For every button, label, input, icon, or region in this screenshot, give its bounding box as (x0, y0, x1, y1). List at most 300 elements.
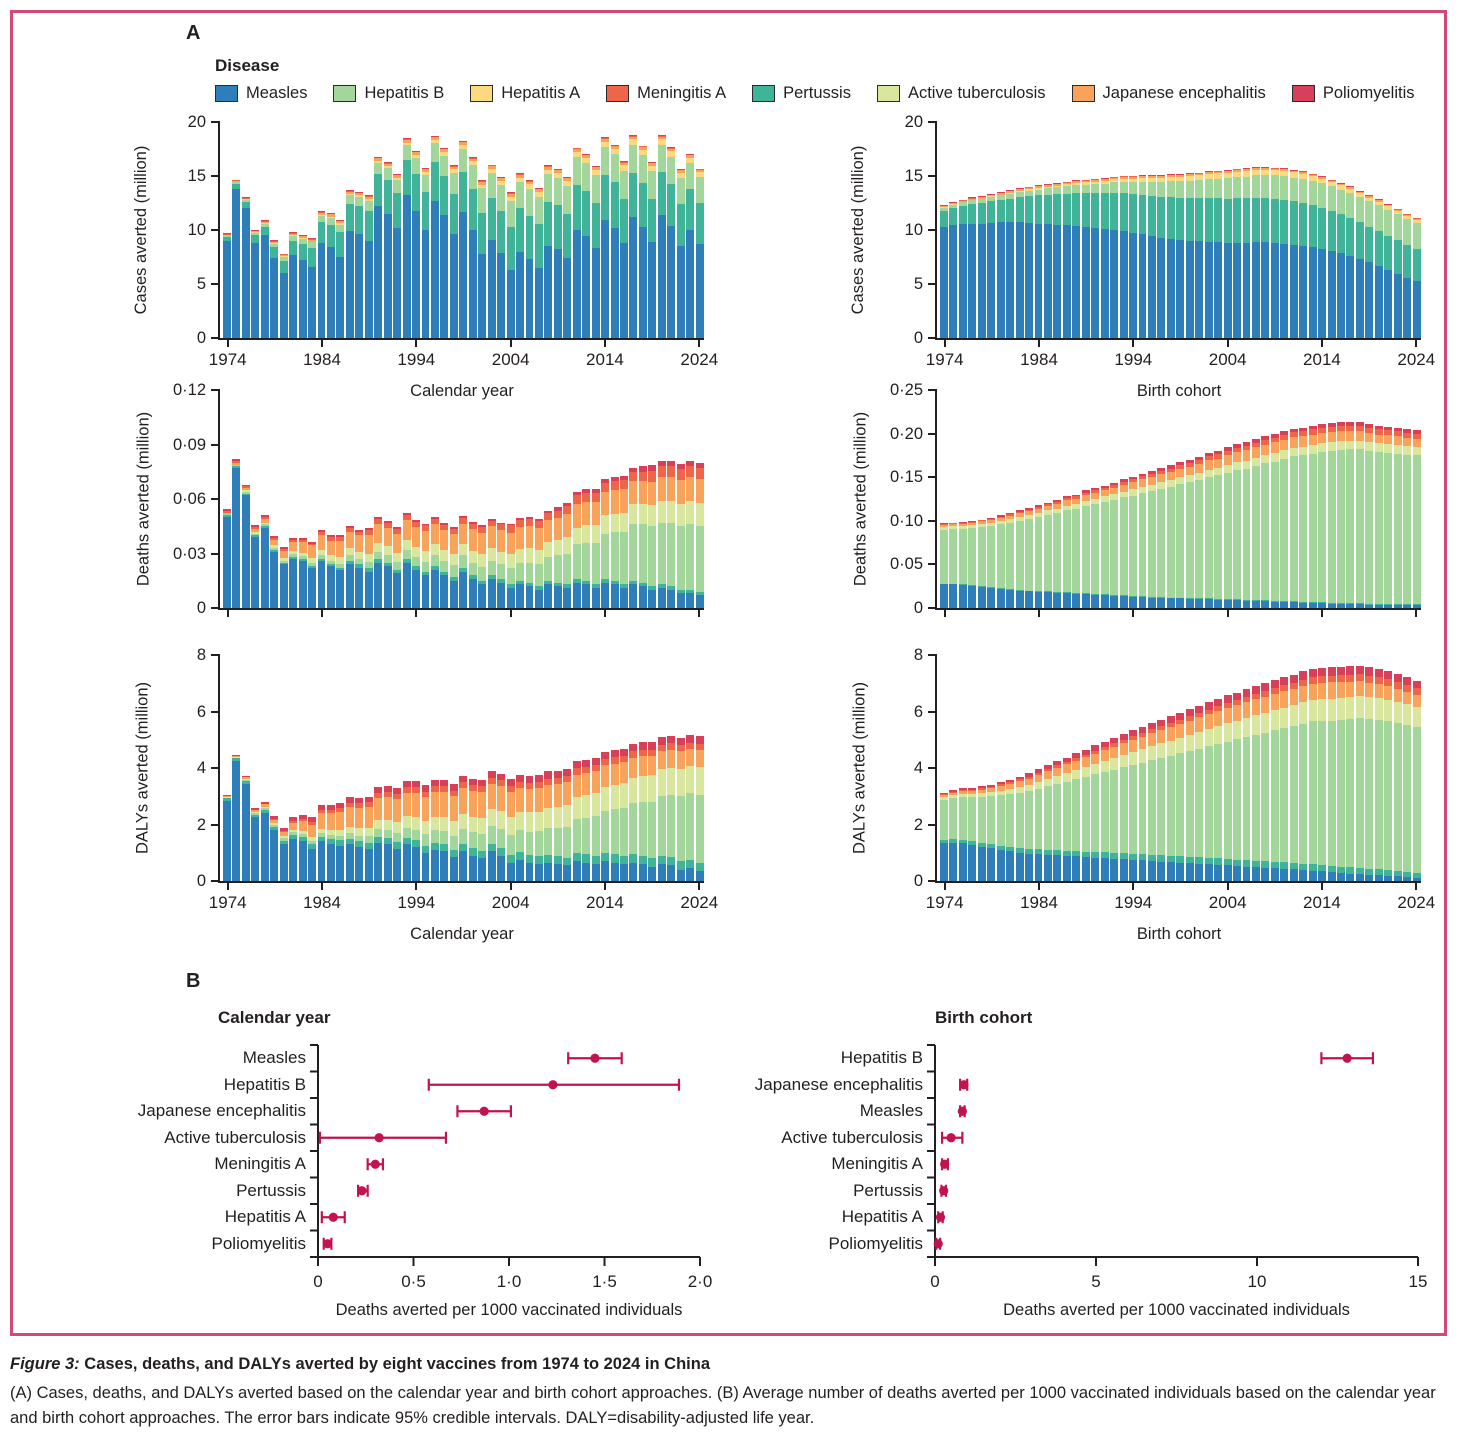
japanese_encephalitis-segment (1384, 686, 1392, 700)
hepatitis_b-segment (1271, 462, 1279, 602)
y-tick-label: 5 (196, 275, 206, 293)
hepatitis_b-segment (1243, 469, 1251, 601)
pertussis-segment (431, 162, 439, 201)
measles-segment (978, 847, 986, 881)
bar-year-2004 (507, 524, 515, 608)
japanese_encephalitis-segment (1214, 459, 1222, 469)
bar-year-2023 (1403, 214, 1411, 338)
japanese_encephalitis-segment (1290, 689, 1298, 705)
measles-segment (1271, 243, 1279, 338)
hepatitis_b-segment (563, 554, 571, 585)
measles-segment (677, 870, 685, 881)
active_tuberculosis-segment (544, 808, 552, 828)
hepatitis_b-segment (535, 564, 543, 586)
bar-year-1985 (327, 535, 335, 608)
measles-segment (355, 234, 363, 338)
japanese_encephalitis-segment (403, 793, 411, 817)
japanese_encephalitis-segment (1309, 435, 1317, 445)
measles-segment (1346, 256, 1354, 338)
measles-segment (1205, 864, 1213, 881)
pertussis-segment (1233, 198, 1241, 243)
measles-segment (949, 225, 957, 338)
y-tick-mark (928, 711, 937, 713)
y-tick-mark (928, 824, 937, 826)
bar-year-1989 (1082, 750, 1090, 881)
measles-segment (563, 258, 571, 338)
meningitis_a-segment (667, 466, 675, 477)
measles-segment (1375, 266, 1383, 338)
hepatitis_b-segment (1167, 756, 1175, 856)
bar-year-2020 (1375, 199, 1383, 338)
japanese_encephalitis-segment (1148, 733, 1156, 746)
pertussis-segment (459, 844, 467, 851)
measles-segment (1053, 593, 1061, 608)
measles-segment (940, 843, 948, 881)
active_tuberculosis-segment (1205, 729, 1213, 746)
pertussis-segment (403, 160, 411, 196)
hepatitis_b-segment (374, 163, 382, 174)
pertussis-segment (1101, 193, 1109, 229)
bar-year-1989 (1082, 490, 1090, 608)
active_tuberculosis-segment (488, 809, 496, 826)
pertussis-segment (611, 854, 619, 862)
pertussis-segment (601, 175, 609, 220)
active_tuberculosis-segment (1167, 741, 1175, 756)
measles-segment (1375, 875, 1383, 881)
measles-segment (978, 224, 986, 338)
japanese_encephalitis-segment (1365, 683, 1373, 698)
measles-segment (667, 865, 675, 881)
bar-year-2001 (1195, 457, 1203, 608)
measles-segment (1186, 241, 1194, 338)
bar-year-2024 (1413, 430, 1421, 608)
active_tuberculosis-segment (478, 554, 486, 567)
hepatitis_b-segment (1375, 720, 1383, 870)
japanese_encephalitis-segment (1195, 464, 1203, 473)
bar-year-2011 (1290, 170, 1298, 338)
bar-year-1993 (403, 138, 411, 338)
active_tuberculosis-segment (1110, 758, 1118, 770)
active_tuberculosis-segment (1205, 470, 1213, 477)
japanese_encephalitis-segment (1101, 750, 1109, 761)
legend-label-japanese_encephalitis: Japanese encephalitis (1102, 84, 1266, 102)
measles-segment (280, 564, 288, 608)
bar-year-1978 (261, 220, 269, 338)
bar-year-1993 (1120, 734, 1128, 881)
japanese_encephalitis-segment (1091, 754, 1099, 764)
point-estimate-dot (480, 1107, 489, 1116)
bar-year-1982 (1016, 510, 1024, 608)
measles-segment (355, 568, 363, 608)
bar-year-2021 (667, 461, 675, 608)
bar-year-2006 (1243, 168, 1251, 338)
x-tick-label: 2004 (491, 893, 530, 912)
bar-year-2001 (1195, 706, 1203, 881)
hepatitis_b-segment (601, 147, 609, 175)
japanese_encephalitis-segment (488, 526, 496, 548)
x-tick-label: 0·5 (401, 1272, 426, 1291)
bar-year-2005 (516, 775, 524, 881)
bar-year-1992 (393, 174, 401, 338)
pertussis-segment (478, 851, 486, 858)
bar-year-1974 (940, 523, 948, 608)
hepatitis_b-segment (1101, 772, 1109, 853)
legend-label-pertussis: Pertussis (783, 84, 851, 102)
measles-segment (1120, 231, 1128, 338)
bar-year-1987 (346, 526, 354, 608)
pertussis-segment (1091, 193, 1099, 228)
measles-segment (526, 586, 534, 608)
hepatitis_b-segment (516, 563, 524, 581)
japanese_encephalitis-segment (1413, 439, 1421, 447)
y-tick-label: 0·12 (172, 381, 206, 399)
point-estimate-dot (548, 1080, 557, 1089)
japanese_encephalitis-segment (1346, 431, 1354, 441)
hepatitis_b-segment (1053, 513, 1061, 592)
active_tuberculosis-segment (686, 501, 694, 525)
bar-year-2022 (1394, 428, 1402, 608)
caption-body: (A) Cases, deaths, and DALYs averted based on the calendar year and birth cohort approaches. (B) Average number of deaths averted per 1000 vaccinated individuals based on the calendar year and birth cohort approaches. The error bars indicate 95% credible intervals. DALY=disability-adjusted life year. (10, 1383, 1436, 1427)
active_tuberculosis-segment (601, 515, 609, 533)
measles-segment (270, 830, 278, 881)
japanese_encephalitis-segment (1271, 442, 1279, 452)
japanese_encephalitis-segment (478, 792, 486, 817)
bar-year-2007 (535, 188, 543, 338)
japanese_encephalitis-segment (1384, 435, 1392, 444)
measles-segment (1243, 601, 1251, 608)
japanese_encephalitis-segment (384, 528, 392, 546)
japanese_encephalitis-segment (611, 490, 619, 514)
pertussis-segment (582, 854, 590, 862)
bar-year-2014 (601, 752, 609, 881)
meningitis_a-swatch (606, 85, 629, 102)
measles-segment (1252, 601, 1260, 608)
bar-year-2019 (1365, 195, 1373, 338)
japanese_encephalitis-segment (1167, 472, 1175, 480)
hepatitis_b-segment (488, 173, 496, 198)
x-tick-label: 2024 (1397, 893, 1436, 912)
pertussis-segment (573, 853, 581, 861)
bar-year-1976 (959, 788, 967, 881)
bar-year-1981 (289, 232, 297, 338)
hepatitis_b-segment (658, 145, 666, 172)
japanese_encephalitis-segment (1299, 436, 1307, 446)
bar-year-1992 (393, 527, 401, 608)
measles-segment (327, 247, 335, 338)
bar-year-2004 (1224, 695, 1232, 881)
bar-year-1982 (299, 235, 307, 338)
measles-segment (318, 561, 326, 608)
measles-segment (1261, 242, 1269, 338)
x-tick-label: 2004 (491, 350, 530, 369)
poliomyelitis-segment (526, 776, 534, 783)
japanese_encephalitis-segment (431, 524, 439, 544)
y-tick-label: 8 (913, 646, 923, 664)
measles-segment (1214, 600, 1222, 608)
active_tuberculosis-segment (412, 817, 420, 829)
active_tuberculosis-segment (1214, 468, 1222, 475)
y-tick-label: 4 (913, 759, 923, 777)
poliomyelitis-segment (1328, 667, 1336, 675)
japanese_encephalitis-segment (592, 771, 600, 793)
pertussis-segment (1063, 194, 1071, 225)
measles-segment (1280, 869, 1288, 881)
active_tuberculosis-segment (1063, 773, 1071, 782)
japanese_encephalitis-segment (1365, 433, 1373, 443)
poliomyelitis-segment (497, 774, 505, 781)
pertussis-segment (422, 192, 430, 230)
measles-segment (374, 843, 382, 881)
bar-year-2001 (478, 180, 486, 338)
hepatitis_b-segment (1082, 506, 1090, 593)
japanese_encephalitis-segment (289, 542, 297, 551)
measles-segment (308, 568, 316, 608)
bar-year-2013 (592, 489, 600, 608)
pertussis-segment (544, 202, 552, 246)
japanese_encephalitis-segment (1375, 684, 1383, 698)
hepatitis_b-segment (1224, 742, 1232, 859)
x-tick-label: 1984 (303, 893, 341, 912)
active_tuberculosis-segment (1176, 738, 1184, 754)
active_tuberculosis-segment (611, 514, 619, 532)
hepatitis_b-segment (422, 834, 430, 846)
bar-year-1989 (365, 528, 373, 608)
japanese_encephalitis-segment (1413, 695, 1421, 707)
active_tuberculosis-segment (620, 513, 628, 532)
japanese_encephalitis-segment (469, 791, 477, 816)
meningitis_a-segment (582, 493, 590, 502)
japanese_encephalitis-segment (1148, 477, 1156, 485)
japanese_encephalitis-segment (412, 793, 420, 817)
bar-year-2003 (1214, 699, 1222, 881)
bar-year-2019 (1365, 667, 1373, 881)
hepatitis_b-segment (1025, 519, 1033, 591)
bar-year-2007 (1252, 439, 1260, 608)
measles-segment (1063, 593, 1071, 608)
measles-segment (232, 189, 240, 338)
hepatitis_b-segment (336, 225, 344, 233)
active_tuberculosis-segment (1365, 697, 1373, 719)
poliomyelitis-segment (629, 744, 637, 752)
x-tick-mark (1227, 881, 1229, 890)
active_tuberculosis-segment (507, 554, 515, 568)
measles-segment (242, 784, 250, 881)
active_tuberculosis-segment (393, 822, 401, 833)
y-tick-mark (211, 389, 220, 391)
hepatitis_b-segment (1413, 223, 1421, 249)
measles-segment (544, 246, 552, 338)
measles-segment (308, 267, 316, 338)
measles-segment (1328, 872, 1336, 881)
bar-year-1992 (1110, 738, 1118, 881)
measles-segment (940, 227, 948, 338)
active_tuberculosis-segment (1271, 710, 1279, 730)
hepatitis_b-segment (478, 188, 486, 212)
poliomyelitis-segment (1261, 683, 1269, 691)
pertussis-segment (1299, 203, 1307, 246)
x-tick-mark (1132, 338, 1134, 347)
hepatitis_b-segment (582, 818, 590, 855)
japanese_encephalitis-segment (563, 782, 571, 805)
bar-year-2013 (1309, 174, 1317, 338)
measles-segment (667, 226, 675, 338)
bar-year-2010 (1280, 431, 1288, 608)
hepatitis_b-segment (1205, 179, 1213, 198)
active_tuberculosis-segment (1290, 448, 1298, 457)
poliomyelitis-segment (1290, 675, 1298, 683)
hepatitis_b-segment (450, 173, 458, 195)
measles-segment (242, 495, 250, 608)
japanese_encephalitis-segment (1346, 682, 1354, 698)
measles-segment (1091, 228, 1099, 338)
poliomyelitis-segment (1413, 681, 1421, 689)
bar-year-2017 (629, 468, 637, 608)
meningitis_a-segment (535, 521, 543, 528)
x-tick-label: 1974 (925, 350, 964, 369)
hepatitis_b-segment (1337, 720, 1345, 867)
measles-segment (959, 843, 967, 881)
japanese_encephalitis-segment (299, 821, 307, 831)
measles-segment (1063, 856, 1071, 881)
measles-segment (648, 590, 656, 608)
pertussis-segment (696, 203, 704, 244)
active_tuberculosis-segment (1243, 461, 1251, 469)
point-estimate-dot (936, 1213, 945, 1222)
meningitis_a-segment (696, 468, 704, 479)
measles-segment (1044, 224, 1052, 338)
hepatitis_b-segment (384, 830, 392, 838)
bar-year-1987 (1063, 758, 1071, 881)
y-axis-label-dalys_calendar: DALYs averted (million) (133, 681, 152, 855)
pertussis-segment (987, 201, 995, 223)
bar-year-1979 (987, 194, 995, 338)
poliomyelitis-segment (1337, 667, 1345, 675)
pertussis-segment (346, 204, 354, 231)
x-tick-mark (698, 338, 700, 347)
legend-item-active_tuberculosis (877, 84, 1046, 103)
pertussis-segment (535, 856, 543, 864)
measles-segment (346, 231, 354, 338)
poliomyelitis-segment (1233, 693, 1241, 701)
measles-segment (488, 240, 496, 338)
point-estimate-dot (947, 1133, 956, 1142)
japanese_encephalitis-segment (440, 792, 448, 817)
japanese_encephalitis-segment (592, 502, 600, 526)
meningitis_a-segment (629, 472, 637, 481)
active_tuberculosis-segment (1044, 779, 1052, 787)
bar-year-1988 (1072, 753, 1080, 881)
measles-segment (1394, 605, 1402, 608)
measles-segment (1195, 864, 1203, 881)
hepatitis_b-segment (1139, 182, 1147, 195)
measles-segment (1035, 854, 1043, 881)
poliomyelitis-segment (1384, 671, 1392, 679)
hepatitis_b-segment (497, 185, 505, 210)
pertussis-segment (658, 856, 666, 864)
pertussis-segment (1403, 245, 1411, 277)
bar-year-2000 (1186, 460, 1194, 608)
x-tick-mark (944, 881, 946, 890)
bar-year-1974 (223, 795, 231, 881)
measles-segment (355, 847, 363, 881)
active_tuberculosis-segment (554, 540, 562, 555)
y-tick-label: 2 (196, 815, 206, 834)
measles-segment (1365, 605, 1373, 608)
measles-segment (1384, 270, 1392, 338)
japanese_encephalitis-segment (686, 477, 694, 501)
x-tick-mark (227, 881, 229, 890)
legend-item-measles (215, 84, 307, 103)
bar-year-1991 (384, 521, 392, 608)
bar-year-1975 (232, 180, 240, 338)
active_tuberculosis-segment (1261, 713, 1269, 733)
y-tick-mark (928, 880, 937, 882)
bar-year-1978 (261, 802, 269, 881)
active_tuberculosis-segment (450, 554, 458, 565)
active_tuberculosis-segment (1101, 761, 1109, 772)
x-tick-label: 1984 (1020, 893, 1058, 912)
bar-year-2010 (1280, 168, 1288, 338)
x-tick-label: 1984 (303, 350, 341, 369)
pertussis-segment (1139, 195, 1147, 234)
poliomyelitis-segment (1167, 716, 1175, 723)
japanese_encephalitis-segment (1394, 436, 1402, 445)
plot-title-deaths_per_1000_calendar: Calendar year (218, 1008, 331, 1027)
pertussis-segment (488, 198, 496, 240)
bar-year-1976 (242, 485, 250, 609)
hepatitis_a-swatch (470, 85, 493, 102)
pertussis-segment (450, 850, 458, 857)
measles-segment (1139, 597, 1147, 608)
hepatitis_b-segment (573, 544, 581, 579)
active_tuberculosis-segment (582, 795, 590, 818)
hepatitis_b-segment (611, 154, 619, 182)
measles-segment (987, 848, 995, 881)
hepatitis_b-segment (1110, 182, 1118, 193)
bar-year-1976 (959, 522, 967, 608)
y-tick-label: 4 (196, 759, 206, 777)
active_tuberculosis-segment (573, 528, 581, 544)
active_tuberculosis-segment (1129, 752, 1137, 765)
hepatitis_b-segment (554, 555, 562, 582)
hepatitis_b-segment (1346, 719, 1354, 867)
measles-segment (554, 249, 562, 338)
bar-year-2008 (544, 771, 552, 881)
measles-segment (327, 844, 335, 881)
category-labels-deaths_per_1000_calendar (26, 1045, 306, 1257)
hepatitis_b-segment (1110, 500, 1118, 595)
pertussis-segment (1318, 208, 1326, 249)
bar-year-2018 (1356, 422, 1364, 608)
active_tuberculosis-segment (667, 501, 675, 523)
japanese_encephalitis-segment (1129, 482, 1137, 489)
measles-segment (1309, 247, 1317, 338)
bar-year-1985 (327, 805, 335, 881)
japanese_encephalitis-segment (526, 526, 534, 548)
active_tuberculosis-segment (563, 537, 571, 553)
pertussis-segment (393, 193, 401, 228)
bar-year-1983 (1025, 773, 1033, 881)
pertussis-segment (507, 227, 515, 270)
bar-year-1990 (374, 517, 382, 608)
measles-segment (949, 584, 957, 608)
y-tick-mark (211, 121, 220, 123)
y-tick-label: 10 (904, 221, 923, 239)
hepatitis_b-segment (1309, 454, 1317, 602)
pertussis-segment (601, 853, 609, 861)
measles-segment (1129, 860, 1137, 881)
bar-year-1996 (431, 136, 439, 338)
